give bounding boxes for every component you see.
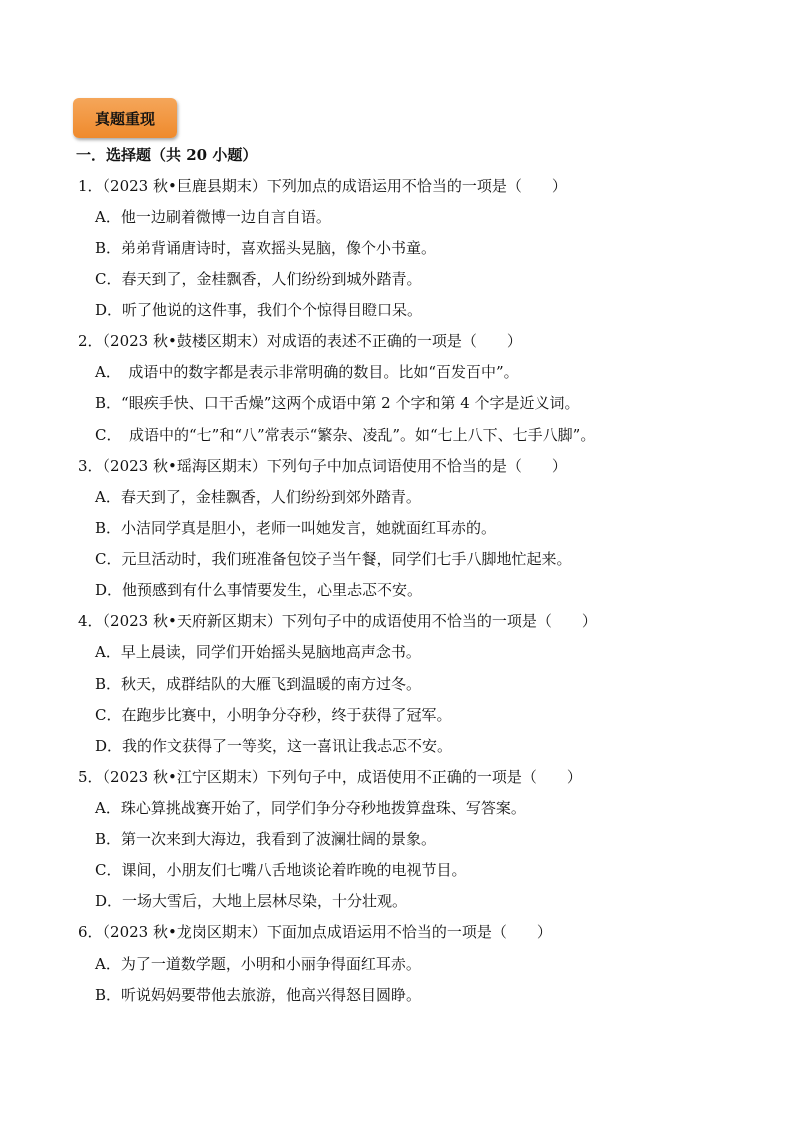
question-6-stem: 6．（2023 秋•龙岗区期末）下面加点成语运用不恰当的一项是（ ） — [78, 923, 552, 941]
question-6-option-a: A．为了一道数学题，小明和小丽争得面红耳赤。 — [95, 955, 421, 973]
question-3-option-d: D．他预感到有什么事情要发生，心里忐忑不安。 — [95, 581, 423, 599]
question-2-option-c: C． 成语中的“七”和“八”常表示“繁杂、凌乱”。如“七上八下、七手八脚”。 — [95, 426, 596, 444]
question-4-stem: 4．（2023 秋•天府新区期末）下列句子中的成语使用不恰当的一项是（ ） — [78, 612, 597, 630]
question-3-stem: 3．（2023 秋•瑶海区期末）下列句子中加点词语使用不恰当的是（ ） — [78, 457, 567, 475]
question-3-option-c: C．元旦活动时，我们班准备包饺子当午餐，同学们七手八脚地忙起来。 — [95, 550, 572, 568]
question-1-option-b: B．弟弟背诵唐诗时，喜欢摇头晃脑，像个小书童。 — [95, 239, 437, 257]
question-6-option-b: B．听说妈妈要带他去旅游，他高兴得怒目圆睁。 — [95, 986, 422, 1004]
question-3-option-b: B．小洁同学真是胆小，老师一叫她发言，她就面红耳赤的。 — [95, 519, 497, 537]
question-5-option-d: D．一场大雪后，大地上层林尽染，十分壮观。 — [95, 892, 408, 910]
question-5-option-a: A．珠心算挑战赛开始了，同学们争分夺秒地拨算盘珠、写答案。 — [95, 799, 526, 817]
question-4-option-b: B．秋天，成群结队的大雁飞到温暖的南方过冬。 — [95, 675, 422, 693]
question-4-option-d: D．我的作文获得了一等奖，这一喜讯让我忐忑不安。 — [95, 737, 453, 755]
question-1-option-c: C．春天到了，金桂飘香，人们纷纷到城外踏青。 — [95, 270, 422, 288]
question-1-option-d: D．听了他说的这件事，我们个个惊得目瞪口呆。 — [95, 301, 423, 319]
question-5-option-c: C．课间，小朋友们七嘴八舌地谈论着昨晚的电视节目。 — [95, 861, 467, 879]
question-2-stem: 2．（2023 秋•鼓楼区期末）对成语的表述不正确的一项是（ ） — [78, 332, 522, 350]
question-2-option-b: B．“眼疾手快、口干舌燥”这两个成语中第 2 个字和第 4 个字是近义词。 — [95, 394, 580, 412]
question-5-option-b: B．第一次来到大海边，我看到了波澜壮阔的景象。 — [95, 830, 437, 848]
question-3-option-a: A．春天到了，金桂飘香，人们纷纷到郊外踏青。 — [95, 488, 421, 506]
question-4-option-a: A．早上晨读，同学们开始摇头晃脑地高声念书。 — [95, 643, 421, 661]
question-1-stem: 1．（2023 秋•巨鹿县期末）下列加点的成语运用不恰当的一项是（ ） — [78, 177, 567, 195]
question-1-option-a: A．他一边刷着微博一边自言自语。 — [95, 208, 331, 226]
question-4-option-c: C．在跑步比赛中，小明争分夺秒，终于获得了冠军。 — [95, 706, 452, 724]
section-title: 一．选择题（共 20 小题） — [76, 146, 258, 164]
question-5-stem: 5．（2023 秋•江宁区期末）下列句子中，成语使用不正确的一项是（ ） — [78, 768, 582, 786]
question-2-option-a: A． 成语中的数字都是表示非常明确的数目。比如“百发百中”。 — [95, 363, 519, 381]
section-badge: 真题重现 — [73, 98, 177, 138]
